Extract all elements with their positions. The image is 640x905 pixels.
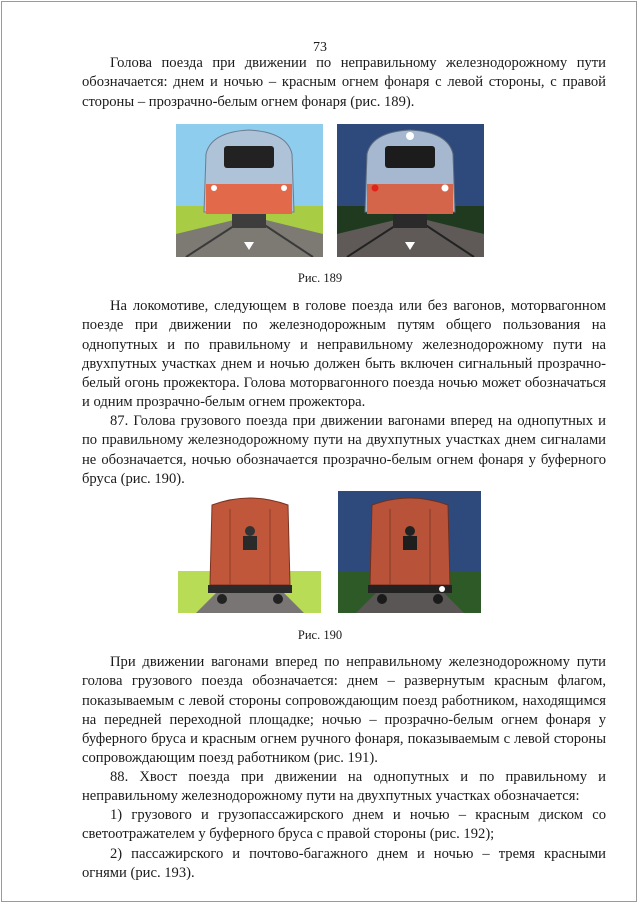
paragraph-head-wrong-track: Голова поезда при движении по неправильному железнодорожному пути обозначается: днем и ночью – красным огнем фонаря с левой стороны, с правой стороны – прозрачно-белым огнем фонаря (рис. 189). <box>82 55 606 110</box>
figure-189-day-locomotive <box>176 124 323 257</box>
figure-190-day-wagon <box>178 491 321 613</box>
paragraph-locomotive-searchlight: На локомотиве, следующем в голове поезда или без вагонов, моторвагонном поезде при движении по железнодорожным путям общего пользования на однопутных и по правильному и неправильному железнодорожному пути на двухпутных участках днем и ночью должен быть включен сигнальный прозрачно-белый огонь прожектора. Голова моторвагонного поезда ночью может обозначаться и одним прозрачно-белым огнем прожектора. <box>82 298 606 411</box>
paragraph-tail-freight: 1) грузового и грузопассажирского днем и ночью – красным диском со светоотражателем у буферного бруса с правой стороны (рис. 192); <box>82 807 606 843</box>
figure-189-caption: Рис. 189 <box>297 271 343 285</box>
paragraph-88-train-tail: 88. Хвост поезда при движении на однопутных и по правильному и неправильному железнодорожному пути на двухпутных участках обозначается: <box>82 769 606 805</box>
paragraph-87-freight-head: 87. Голова грузового поезда при движении вагонами вперед на однопутных и по правильному железнодорожному пути на двухпутных участках днем сигналами не обозначается, ночью обозначается прозрачно-белым огнем фонаря у буферного бруса (рис. 190). <box>82 413 606 487</box>
page-number: 73 <box>313 40 327 55</box>
paragraph-tail-passenger: 2) пассажирского и почтово-багажного днем и ночью – тремя красными огнями (рис. 193). <box>82 846 606 882</box>
paragraph-wagons-forward-wrong-track: При движении вагонами вперед по неправильному железнодорожному пути голова грузового поезда обозначается: днем – развернутым красным флагом, показываемым с левой стороны сопровождающим поезд работником, находящимся на передней переходной площадке; ночью – прозрачно-белым огнем фонаря у буферного бруса и красным огнем ручного фонаря, показываемым с левой стороны сопровождающим поезд работником (рис. 191). <box>82 654 606 767</box>
figure-189-night-locomotive <box>337 124 484 257</box>
figure-190-caption: Рис. 190 <box>297 628 343 642</box>
figure-190-night-wagon <box>338 491 481 613</box>
